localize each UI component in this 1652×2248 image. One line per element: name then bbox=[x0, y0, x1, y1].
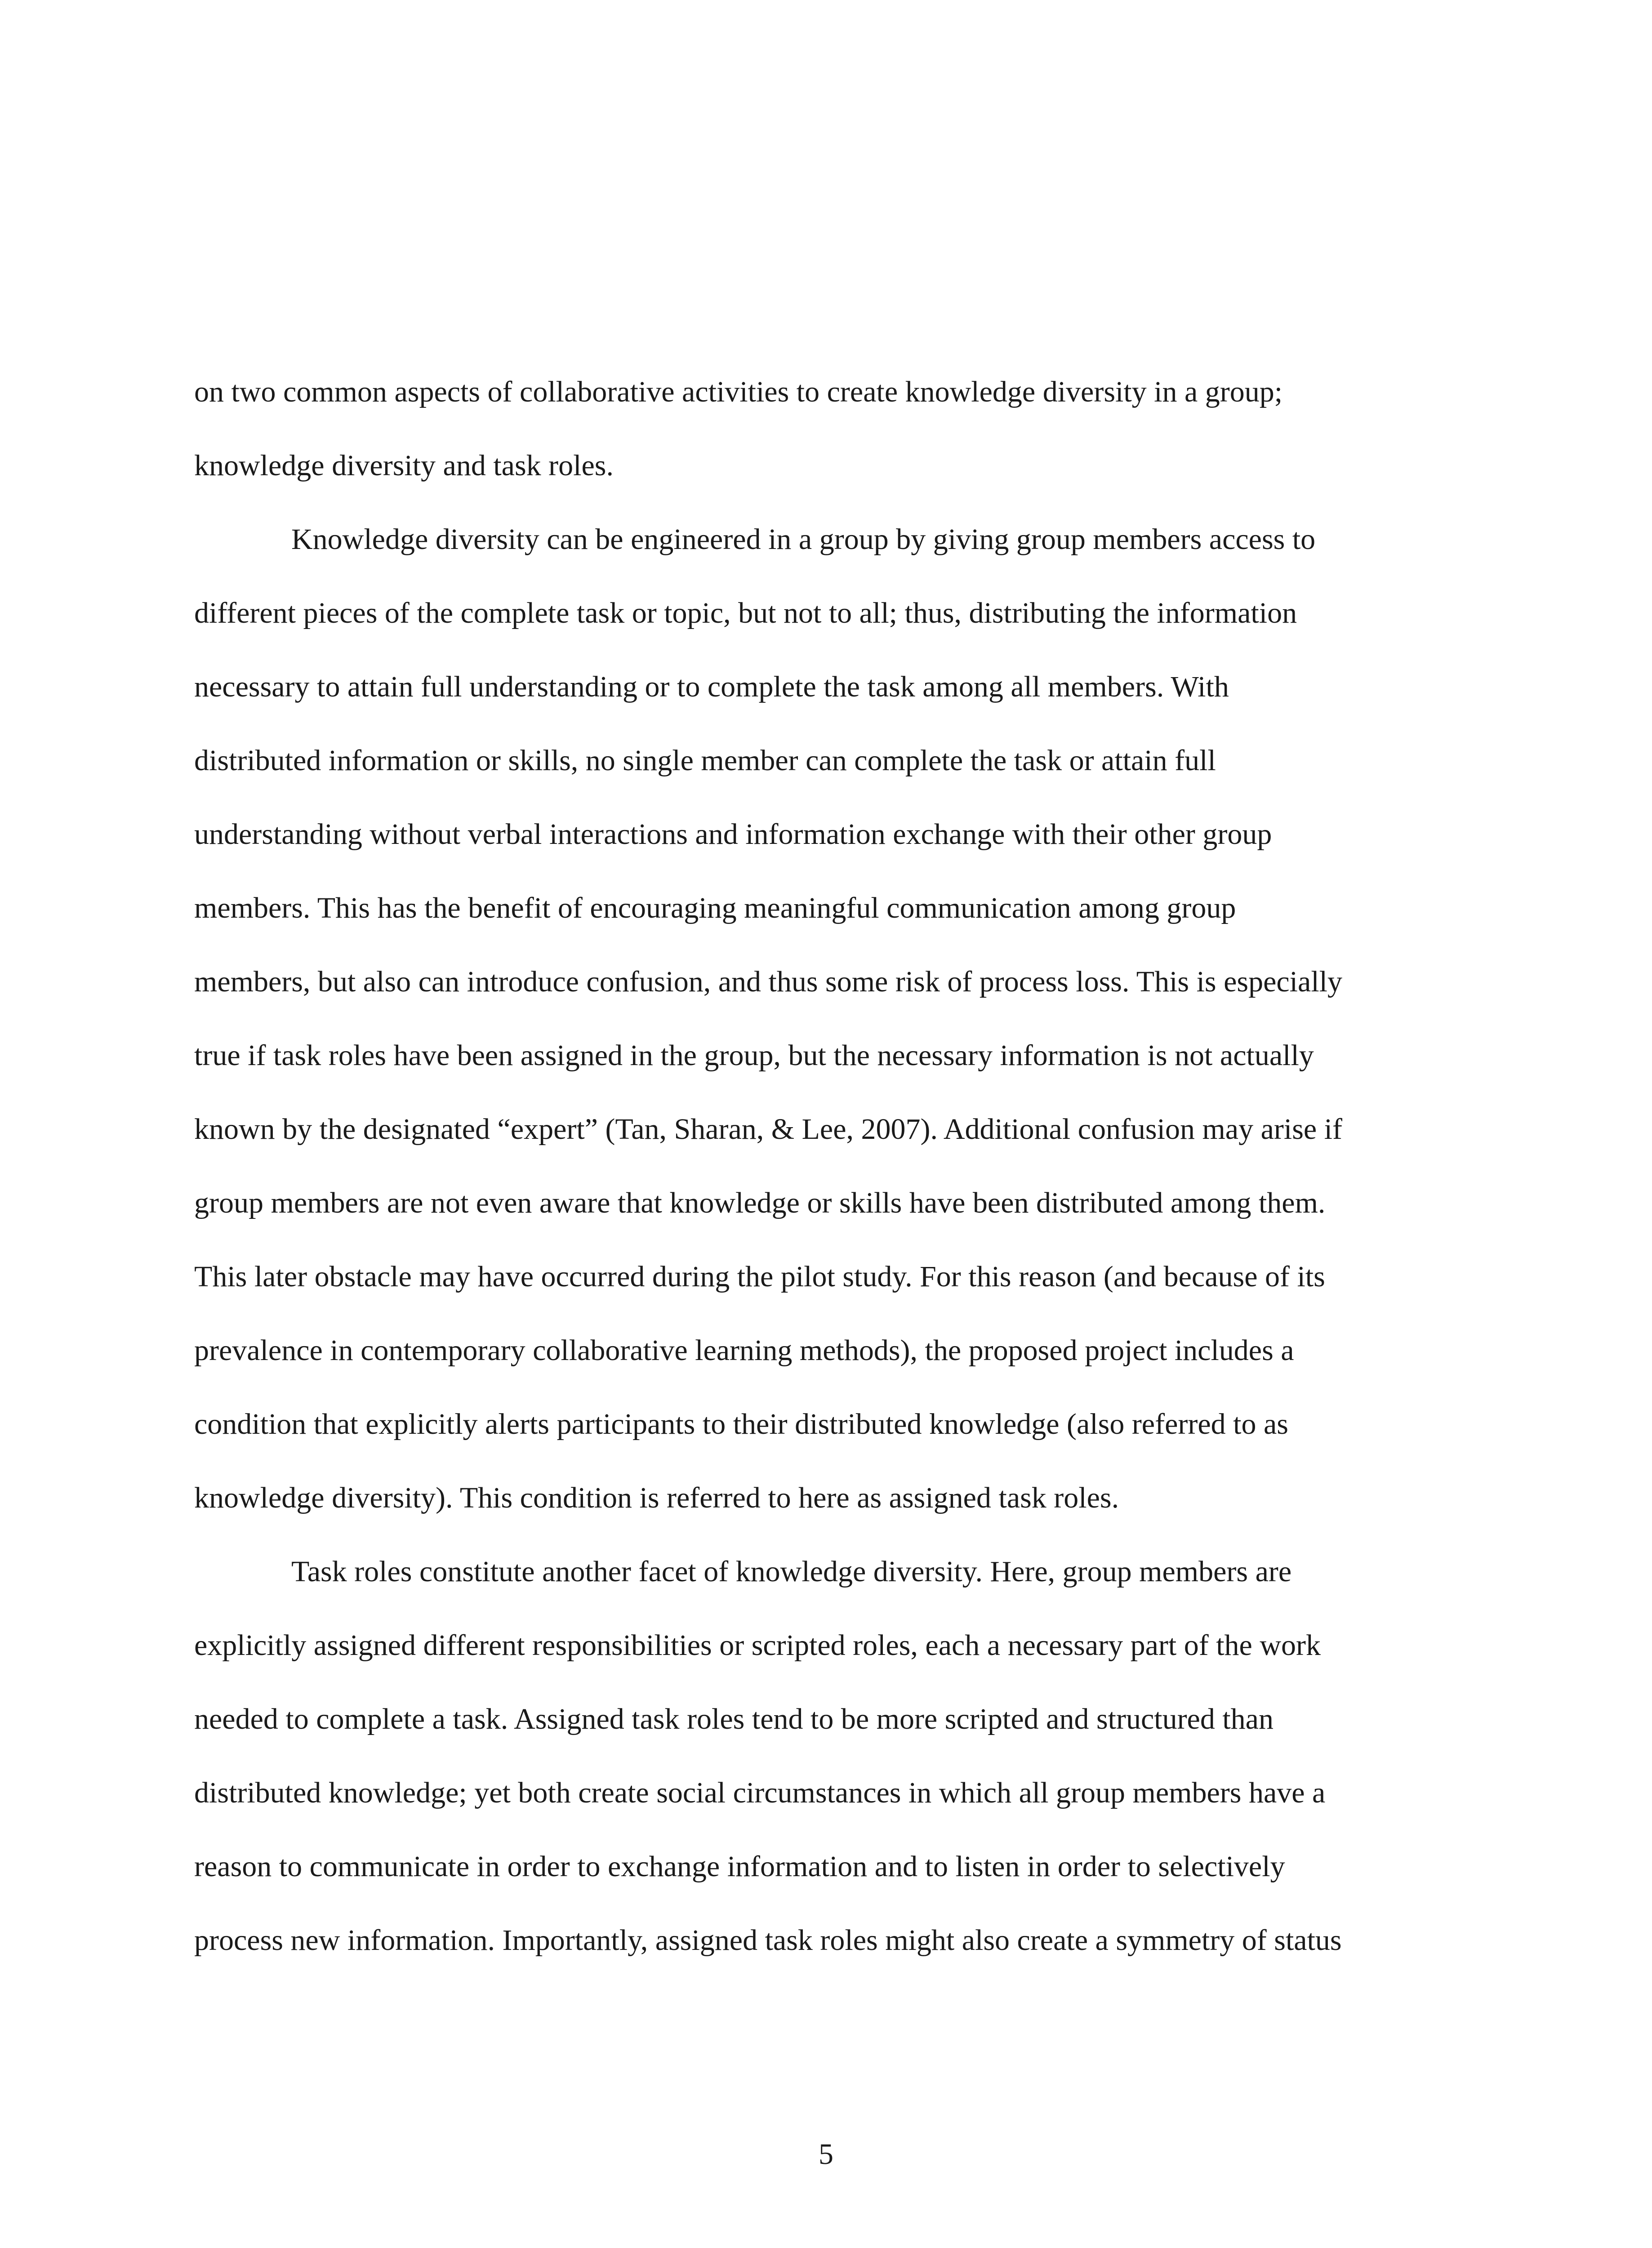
paragraph bbox=[194, 1535, 1457, 1977]
text-line: Task roles constitute another facet of knowledge diversity. Here, group members are bbox=[291, 1555, 1292, 1588]
text-line: knowledge diversity and task roles. bbox=[194, 449, 614, 482]
text-line: different pieces of the complete task or topic, but not to all; thus, distributing the information bbox=[194, 597, 1297, 629]
text-line: members, but also can introduce confusion, and thus some risk of process loss. This is especially bbox=[194, 965, 1342, 998]
text-line: Knowledge diversity can be engineered in a group by giving group members access to bbox=[291, 523, 1316, 556]
text-line: group members are not even aware that knowledge or skills have been distributed among them. bbox=[194, 1186, 1326, 1219]
text-line: on two common aspects of collaborative activities to create knowledge diversity in a group; bbox=[194, 375, 1283, 408]
paragraph bbox=[194, 503, 1457, 1535]
text-line: distributed information or skills, no single member can complete the task or attain full bbox=[194, 744, 1216, 777]
text-line: knowledge diversity). This condition is referred to here as assigned task roles. bbox=[194, 1481, 1119, 1514]
body-text bbox=[194, 355, 1457, 1977]
text-line: prevalence in contemporary collaborative learning methods), the proposed project includes a bbox=[194, 1334, 1294, 1367]
text-line: necessary to attain full understanding or to complete the task among all members. With bbox=[194, 670, 1229, 703]
text-line: process new information. Importantly, assigned task roles might also create a symmetry of status bbox=[194, 1924, 1342, 1957]
text-line: true if task roles have been assigned in the group, but the necessary information is not actually bbox=[194, 1039, 1314, 1072]
text-line: explicitly assigned different responsibilities or scripted roles, each a necessary part of the work bbox=[194, 1629, 1321, 1662]
page-number: 5 bbox=[819, 2138, 833, 2171]
text-line: needed to complete a task. Assigned task roles tend to be more scripted and structured than bbox=[194, 1703, 1274, 1735]
text-line: distributed knowledge; yet both create social circumstances in which all group members have a bbox=[194, 1776, 1326, 1809]
text-line: members. This has the benefit of encouraging meaningful communication among group bbox=[194, 892, 1236, 924]
text-line: reason to communicate in order to exchange information and to listen in order to selectively bbox=[194, 1850, 1285, 1883]
text-line: understanding without verbal interactions and information exchange with their other group bbox=[194, 818, 1272, 851]
text-line: This later obstacle may have occurred during the pilot study. For this reason (and because of its bbox=[194, 1260, 1325, 1293]
text-line: known by the designated “expert” (Tan, Sharan, & Lee, 2007). Additional confusion may arise if bbox=[194, 1113, 1342, 1146]
text-line: condition that explicitly alerts participants to their distributed knowledge (also referred to as bbox=[194, 1408, 1288, 1441]
paragraph bbox=[194, 355, 1457, 503]
